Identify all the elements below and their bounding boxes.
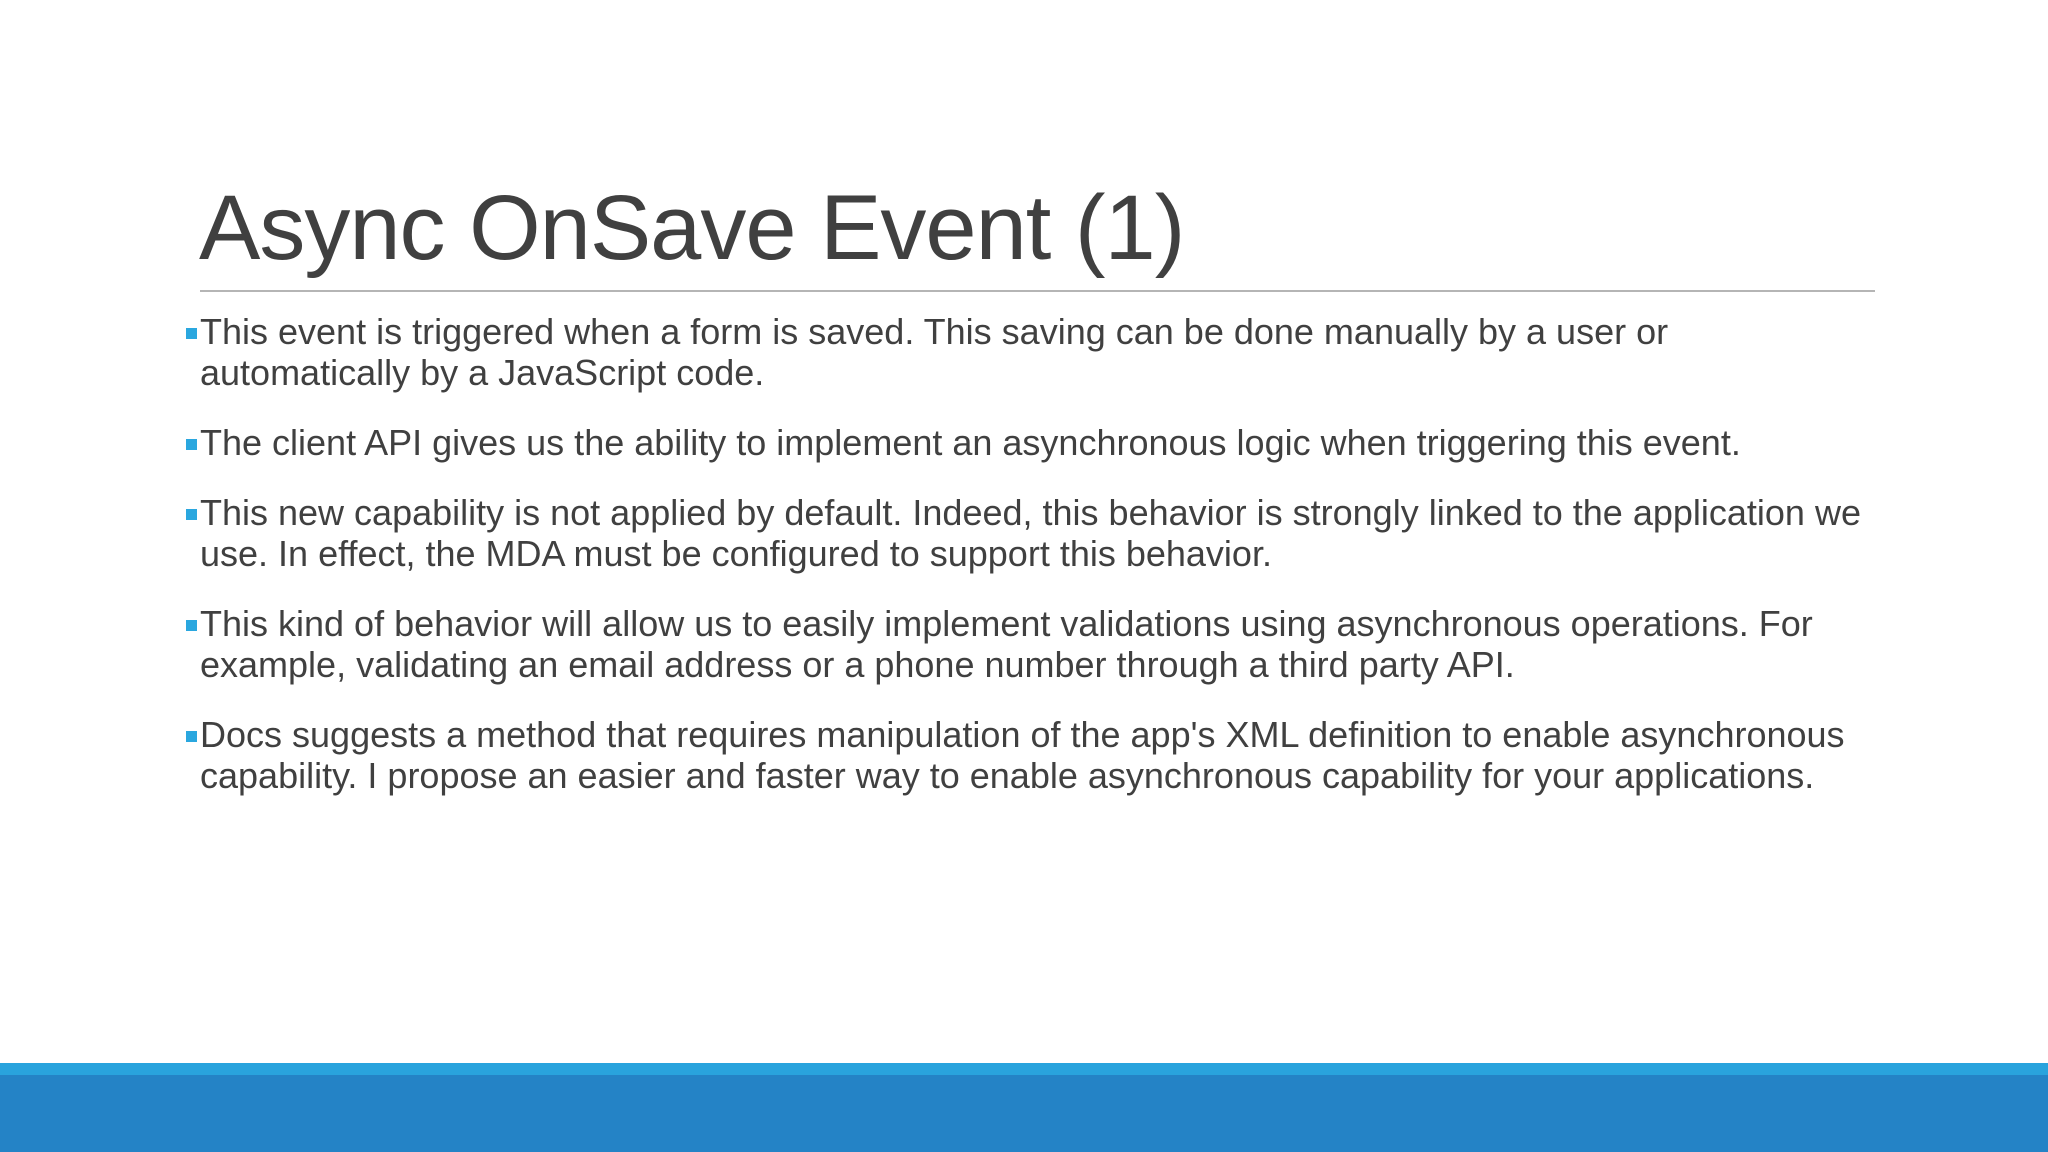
bullet-item [186,603,1886,685]
square-bullet-icon [186,328,197,339]
title-divider [200,290,1875,292]
square-bullet-icon [186,509,197,520]
bullet-item [186,422,1886,463]
square-bullet-icon [186,439,197,450]
bullet-item [186,714,1886,796]
square-bullet-icon [186,620,197,631]
bullet-text: This new capability is not applied by default. Indeed, this behavior is strongly linked to the application we use. In effect, the MDA must be configured to support this behavior. [200,492,1861,574]
bullet-text: This kind of behavior will allow us to easily implement validations using asynchronous operations. For example, validating an email address or a phone number through a third party API. [200,603,1813,685]
slide-title: Async OnSave Event (1) [199,177,1185,279]
bullet-text: Docs suggests a method that requires manipulation of the app's XML definition to enable asynchronous capability. I propose an easier and faster way to enable asynchronous capability for your applications. [200,714,1845,796]
bullet-text: The client API gives us the ability to implement an asynchronous logic when triggering this event. [200,422,1741,463]
square-bullet-icon [186,731,197,742]
bullet-list [186,311,1886,825]
bullet-item [186,311,1886,393]
bullet-item [186,492,1886,574]
footer-accent-stripe [0,1063,2048,1075]
footer-band [0,1075,2048,1152]
bullet-text: This event is triggered when a form is saved. This saving can be done manually by a user or automatically by a JavaScript code. [200,311,1669,393]
